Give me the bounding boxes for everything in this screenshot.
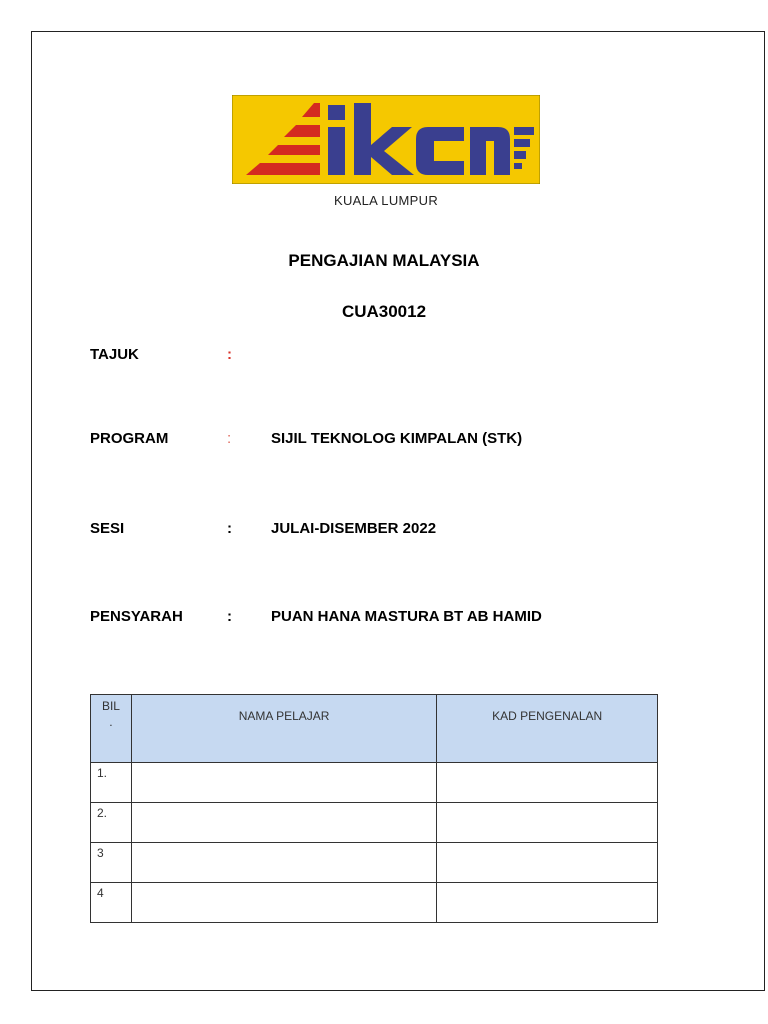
cell-kad[interactable] xyxy=(437,803,658,843)
header-kad: KAD PENGENALAN xyxy=(437,695,658,763)
cell-bil: 2. xyxy=(91,803,132,843)
field-value: SIJIL TEKNOLOG KIMPALAN (STK) xyxy=(271,430,523,447)
field-colon: : xyxy=(227,346,232,363)
table-row xyxy=(91,843,658,883)
table-row xyxy=(91,763,658,803)
cell-kad[interactable] xyxy=(437,883,658,923)
subject-title: PENGAJIAN MALAYSIA xyxy=(288,251,480,270)
field-label: TAJUK xyxy=(90,346,139,363)
cell-bil: 4 xyxy=(91,883,132,923)
cell-kad[interactable] xyxy=(437,843,658,883)
cell-nama[interactable] xyxy=(131,843,436,883)
header-bil-line1: BIL xyxy=(101,699,120,713)
table-header-row xyxy=(91,695,658,763)
ikm-logo xyxy=(232,95,540,184)
field-value: PUAN HANA MASTURA BT AB HAMID xyxy=(271,608,542,625)
field-colon: : xyxy=(227,520,232,537)
field-colon: : xyxy=(227,430,232,447)
table-row xyxy=(91,803,658,843)
table-row xyxy=(91,883,658,923)
field-value: JULAI-DISEMBER 2022 xyxy=(271,520,437,537)
field-colon: : xyxy=(227,608,232,625)
cell-nama[interactable] xyxy=(131,763,436,803)
cell-bil: 1. xyxy=(91,763,132,803)
logo-subtitle: KUALA LUMPUR xyxy=(333,193,439,208)
cell-nama[interactable] xyxy=(131,803,436,843)
student-table xyxy=(90,694,658,923)
header-bil-line2: . xyxy=(109,715,113,729)
header-bil xyxy=(91,695,132,763)
field-label: PROGRAM xyxy=(90,430,169,447)
cell-kad[interactable] xyxy=(437,763,658,803)
cell-nama[interactable] xyxy=(131,883,436,923)
cell-bil: 3 xyxy=(91,843,132,883)
field-label: PENSYARAH xyxy=(90,608,183,625)
course-code: CUA30012 xyxy=(341,302,427,321)
field-label: SESI xyxy=(90,520,125,537)
header-nama: NAMA PELAJAR xyxy=(131,695,436,763)
